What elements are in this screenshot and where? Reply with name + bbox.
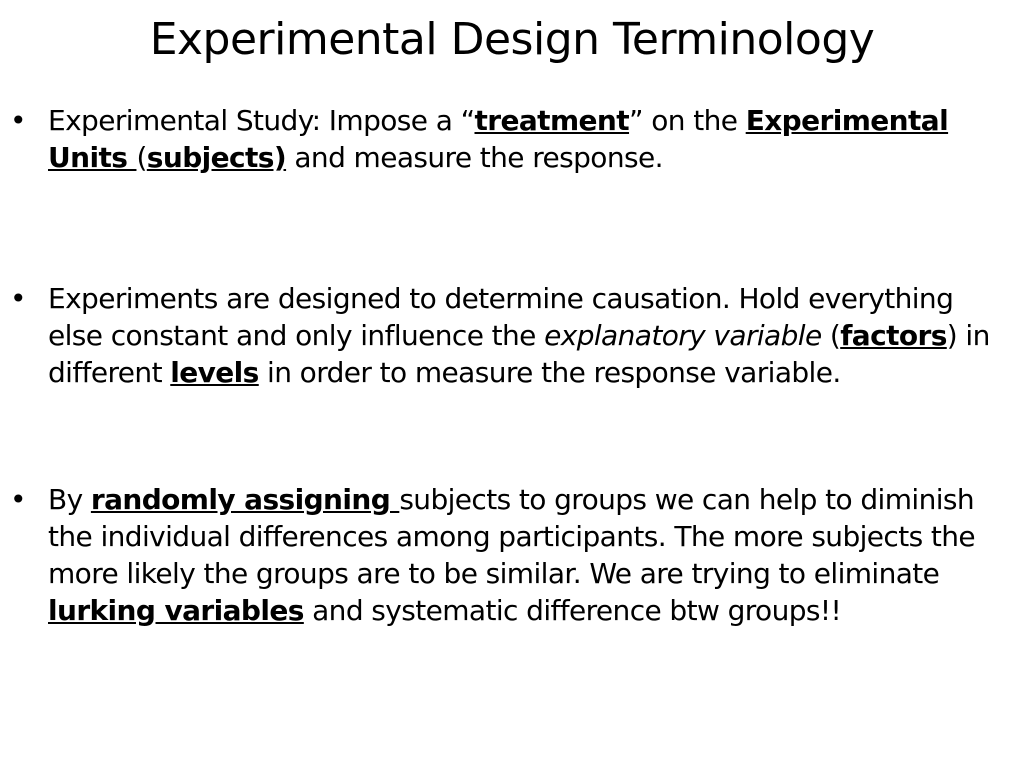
term-experimental-units: Experimental Units — [48, 104, 949, 174]
bullet-text: ” on the — [629, 104, 746, 137]
bullet-text: subjects to groups we can help to diminish the individual differences among participants. The more subjects the more likely the groups are to be similar. We are trying to eliminate — [48, 483, 976, 590]
bullet-text: By — [48, 483, 91, 516]
term-explanatory-variable: explanatory variable — [544, 319, 822, 352]
bullet-text: in order to measure the response variable. — [258, 356, 841, 389]
bullet-text: and measure the response. — [286, 141, 663, 174]
bullet-text: Experiments are designed to determine causation. Hold everything else constant and only influence the — [48, 282, 954, 352]
term-subjects: subjects) — [146, 141, 287, 174]
bullet-marker: • — [10, 282, 26, 315]
term-lurking-variables: lurking variables — [48, 594, 304, 627]
term-levels: levels — [170, 356, 259, 389]
bullet-marker: • — [10, 104, 26, 137]
term-treatment: treatment — [474, 104, 630, 137]
bullet-text: Experimental Study: Impose a “ — [48, 104, 475, 137]
term-randomly-assigning: randomly assigning — [90, 483, 400, 516]
bullet-text: ( — [821, 319, 841, 352]
bullet-experimental-study — [10, 102, 1014, 176]
bullet-experiments-causation — [10, 280, 1014, 391]
bullet-random-assignment — [10, 481, 1014, 629]
bullet-text: ) in different — [48, 319, 990, 389]
bullet-text: and systematic difference btw groups!! — [303, 594, 842, 627]
term-factors: factors — [840, 319, 947, 352]
bullet-marker: • — [10, 483, 26, 516]
slide-title: Experimental Design Terminology — [149, 14, 875, 65]
bullet-text: ( — [136, 141, 147, 174]
